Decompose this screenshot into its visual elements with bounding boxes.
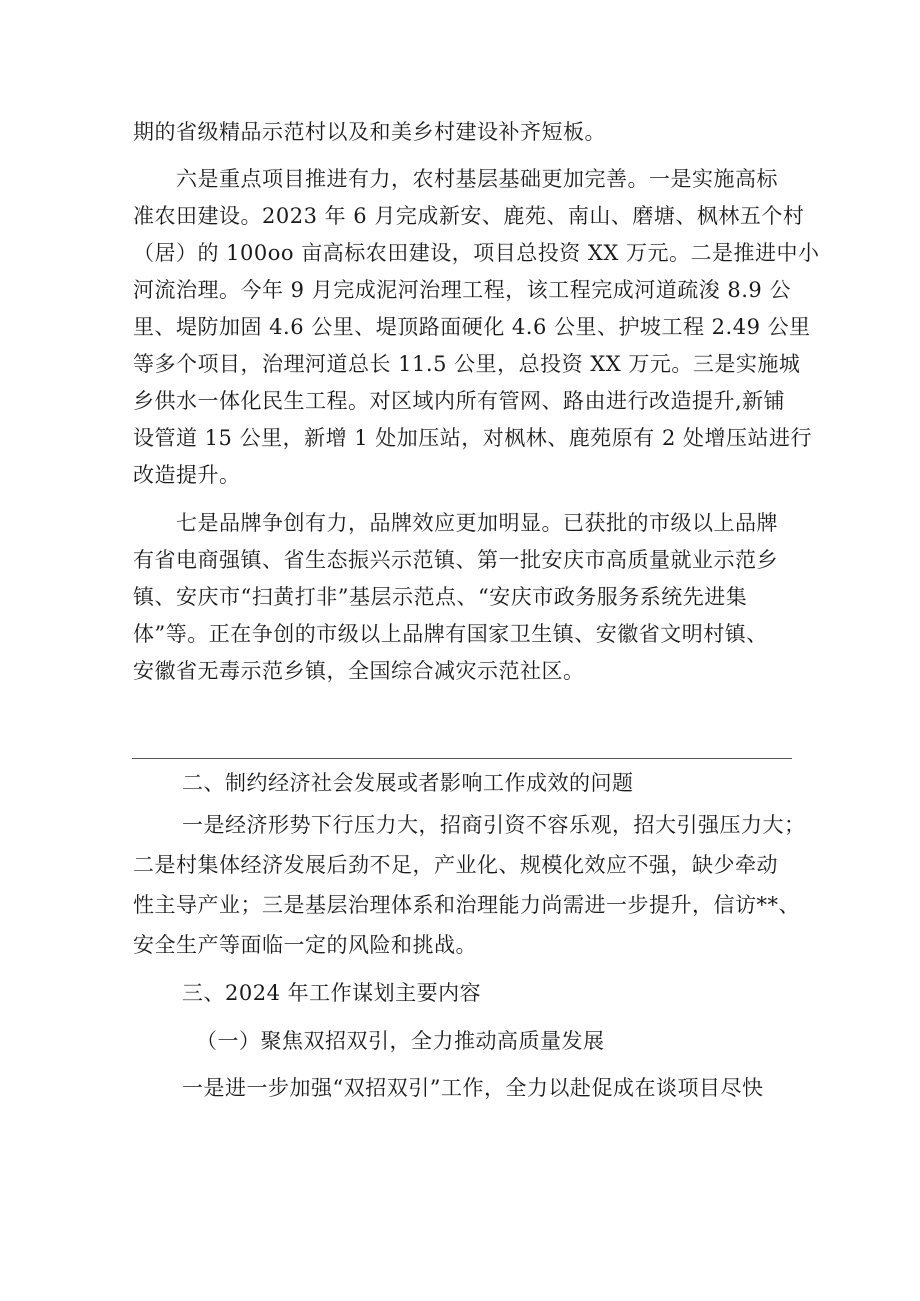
horizontal-divider (132, 758, 792, 759)
paragraph-line: 等多个项目，治理河道总长 11.5 公里，总投资 XX 万元。三是实施城 (133, 352, 801, 376)
section-heading-2: 二、制约经济社会发展或者影响工作成效的问题 (182, 771, 634, 795)
paragraph-line: （居）的 100oo 亩高标农田建设，项目总投资 XX 万元。二是推进中小 (133, 241, 820, 265)
paragraph-line: 乡供水一体化民生工程。对区域内所有管网、路由进行改造提升,新铺 (133, 389, 786, 413)
paragraph-line: 七是品牌争创有力，品牌效应更加明显。已获批的市级以上品牌 (176, 511, 778, 535)
paragraph-line: 一是经济形势下行压力大，招商引资不容乐观，招大引强压力大； (182, 813, 806, 837)
paragraph-line: 里、堤防加固 4.6 公里、堤顶路面硬化 4.6 公里、护坡工程 2.49 公里 (133, 315, 811, 339)
paragraph-line: 体”等。正在争创的市级以上品牌有国家卫生镇、安徽省文明村镇、 (133, 622, 768, 646)
paragraph-line: 性主导产业；三是基层治理体系和治理能力尚需进一步提升，信访**、 (133, 893, 800, 917)
paragraph-line: 期的省级精品示范村以及和美乡村建设补齐短板。 (133, 120, 606, 144)
paragraph-line: 镇、安庆市“扫黄打非”基层示范点、“安庆市政务服务系统先进集 (133, 585, 748, 609)
subheading-1: （一）聚焦双招双引，全力推动高质量发展 (196, 1029, 605, 1053)
paragraph-line: 六是重点项目推进有力，农村基层基础更加完善。一是实施高标 (176, 167, 778, 191)
paragraph-line: 设管道 15 公里，新增 1 处加压站，对枫林、鹿苑原有 2 处增压站进行 (133, 426, 812, 450)
paragraph-line: 河流治理。今年 9 月完成泥河治理工程，该工程完成河道疏浚 8.9 公 (133, 278, 791, 302)
paragraph-line: 安徽省无毒示范乡镇，全国综合减灾示范社区。 (133, 659, 585, 683)
paragraph-line: 一是进一步加强“双招双引”工作，全力以赴促成在谈项目尽快 (182, 1076, 764, 1100)
paragraph-line: 改造提升。 (133, 463, 241, 487)
paragraph-line: 准农田建设。2023 年 6 月完成新安、鹿苑、南山、磨塘、枫林五个村 (133, 204, 805, 228)
paragraph-line: 安全生产等面临一定的风险和挑战。 (133, 933, 477, 957)
paragraph-line: 二是村集体经济发展后劲不足，产业化、规模化效应不强，缺少牵动 (133, 853, 778, 877)
section-heading-3: 三、2024 年工作谋划主要内容 (182, 981, 482, 1005)
paragraph-line: 有省电商强镇、省生态振兴示范镇、第一批安庆市高质量就业示范乡 (133, 548, 778, 572)
